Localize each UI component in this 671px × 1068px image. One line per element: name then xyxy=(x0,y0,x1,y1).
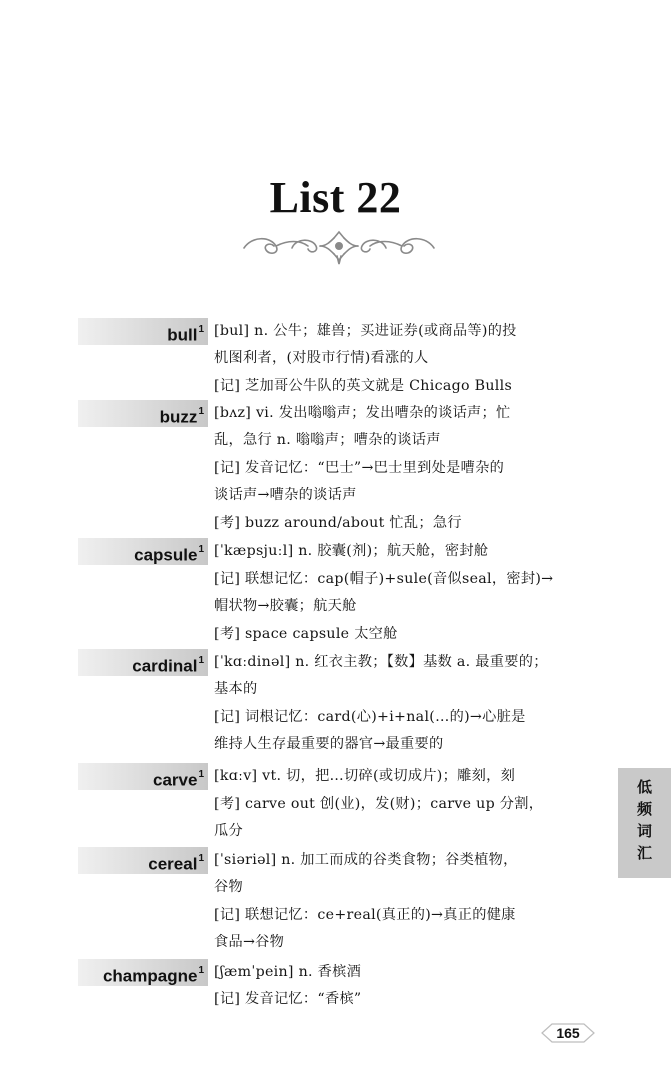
exam-phrase-line: [考] buzz around/about 忙乱；急行 xyxy=(214,515,462,531)
definition-line: 谷物 xyxy=(214,879,243,895)
memory-tip-line: [记] 联想记忆：ce+real(真正的)→真正的健康 xyxy=(214,907,516,923)
definition-line: [ˈsiəriəl] n. 加工而成的谷类食物；谷类植物， xyxy=(214,852,518,868)
memory-tip-line: [记] 发音记忆：“巴士”→巴士里到处是嘈杂的 xyxy=(214,460,505,476)
definition-line: [bʌz] vi. 发出嗡嗡声；发出嘈杂的谈话声；忙 xyxy=(214,405,511,421)
memory-tip-line: [记] 联想记忆：cap(帽子)+sule(音似seal，密封)→ xyxy=(214,571,554,587)
definition-line: [ˈkɑːdinəl] n. 红衣主教；【数】基数 a. 最重要的； xyxy=(214,654,548,670)
headword: capsule$^1$ xyxy=(134,544,204,565)
memory-tip-line: 维持人生存最重要的器官→最重要的 xyxy=(214,736,444,752)
exam-phrase-line: [考] carve out 创(业)，发(财)；carve up 分割， xyxy=(214,796,544,812)
side-tab-low-frequency xyxy=(618,768,671,878)
page-number: 165 xyxy=(556,1025,580,1041)
page-number-badge xyxy=(538,1020,598,1046)
memory-tip-line: [记] 词根记忆：card(心)+i+nal(…的)→心脏是 xyxy=(214,709,526,725)
headword: cereal$^1$ xyxy=(148,853,204,874)
memory-tip-line: 谈话声→嘈杂的谈话声 xyxy=(214,487,357,503)
definition-line: [ʃæmˈpein] n. 香槟酒 xyxy=(214,964,362,980)
side-tab-label: 低频词汇 xyxy=(636,778,652,862)
exam-phrase-line: 瓜分 xyxy=(214,823,243,839)
exam-phrase-line: [考] space capsule 太空舱 xyxy=(214,626,398,642)
definition-line: 乱，急行 n. 嗡嗡声；嘈杂的谈话声 xyxy=(214,432,441,448)
definition-line: 机图利者，(对股市行情)看涨的人 xyxy=(214,350,429,366)
headword: carve$^1$ xyxy=(153,769,204,790)
memory-tip-line: [记] 芝加哥公牛队的英文就是 Chicago Bulls xyxy=(214,378,513,394)
memory-tip-line: [记] 发音记忆：“香槟” xyxy=(214,991,362,1007)
list-title: List 22 xyxy=(269,173,402,222)
headword: bull$^1$ xyxy=(167,324,204,345)
definition-line: [bul] n. 公牛；雄兽；买进证券(或商品等)的投 xyxy=(214,323,517,339)
definition-line: 基本的 xyxy=(214,681,258,697)
definition-line: [kɑːv] vt. 切，把…切碎(或切成片)；雕刻，刻 xyxy=(214,768,516,784)
headword: cardinal$^1$ xyxy=(132,655,204,676)
memory-tip-line: 帽状物→胶囊；航天舱 xyxy=(214,598,357,614)
headword: buzz$^1$ xyxy=(159,406,204,427)
definition-line: [ˈkæpsjuːl] n. 胶囊(剂)；航天舱，密封舱 xyxy=(214,543,489,559)
memory-tip-line: 食品→谷物 xyxy=(214,934,285,950)
headword: champagne$^1$ xyxy=(102,965,204,986)
decorative-scroll-ornament-icon xyxy=(236,226,442,266)
